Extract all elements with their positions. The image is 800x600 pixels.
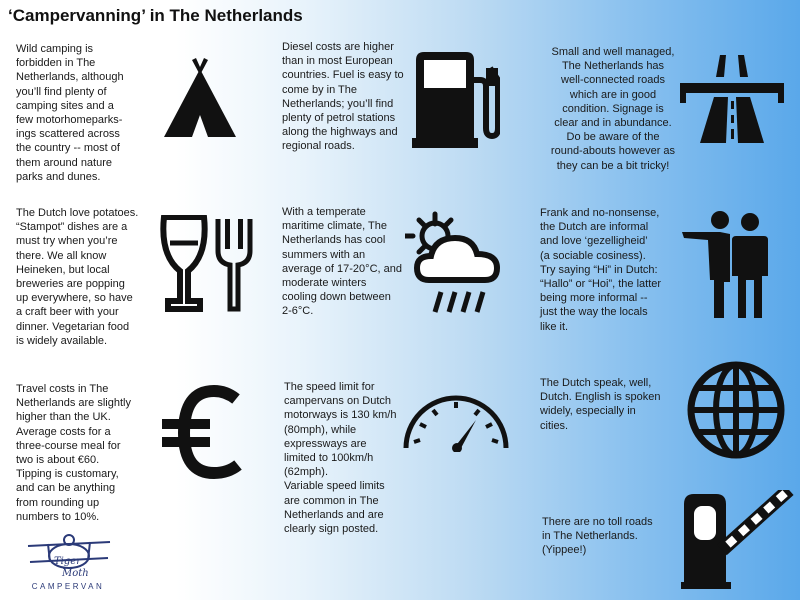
svg-text:Moth: Moth bbox=[62, 568, 89, 579]
motorway-icon bbox=[680, 55, 785, 145]
camping-text: Wild camping is forbidden in The Netherlands, although you’ll find plenty of camping sites and a few motorhomeparks- ings scattered across the country -- most of them around nature parks and dunes. bbox=[16, 43, 124, 183]
food-text: The Dutch love potatoes. “Stampot” dishes are a must try when you’re there. We all know Heineken, but local breweries are popping up everywhere, so have a craft beer with your dinner. Vegetarian food is widely available. bbox=[16, 207, 139, 347]
speedometer-icon bbox=[400, 392, 512, 452]
glass-fork-icon bbox=[160, 215, 260, 315]
toll-barrier-icon bbox=[680, 490, 795, 590]
language-text: The Dutch speak, well, Dutch. English is spoken widely, especially in cities. bbox=[540, 377, 661, 432]
tolls-text: There are no toll roads in The Netherlands. (Yippee!) bbox=[542, 516, 653, 557]
page-title: ‘Campervanning’ in The Netherlands bbox=[8, 6, 303, 25]
svg-text:Tiger: Tiger bbox=[54, 556, 81, 567]
logo-caption: CAMPERVAN bbox=[31, 582, 105, 591]
people-text: Frank and no-nonsense, the Dutch are informal and love ‘gezelligheid’ (a sociable cosiness). Try saying “Hi” in Dutch: “Hallo” or “Hoi”, the latter being more informal -- just the way the locals like it. bbox=[540, 207, 662, 333]
biplane-icon bbox=[24, 532, 114, 582]
costs-text: Travel costs in The Netherlands are slightly higher than the UK. Average costs for a three-course meal for two is about €60. Tipping is customary, and can be anything from rounding up numbers to 10%. bbox=[16, 383, 131, 523]
weather-icon bbox=[405, 210, 510, 320]
globe-icon bbox=[686, 360, 786, 460]
fuel-pump-icon bbox=[410, 50, 500, 150]
roads-text: Small and well managed, The Netherlands has well-connected roads which are in good condition. Signage is clear and in abundance. Do be aware of the round-abouts however as they can be a bit tricky! bbox=[550, 46, 676, 172]
tiger-moth-logo bbox=[14, 532, 124, 598]
tent-icon bbox=[160, 55, 240, 140]
people-pointing-icon bbox=[680, 210, 790, 320]
climate-text: With a temperate maritime climate, The Netherlands has cool summers with an average of 17-20°C, and moderate winters cooling down between 2-6°C. bbox=[282, 206, 402, 318]
euro-icon bbox=[158, 385, 248, 480]
diesel-text: Diesel costs are higher than in most European countries. Fuel is easy to come by in The Netherlands; you’ll find plenty of petrol stations along the highways and regional roads. bbox=[282, 41, 404, 153]
speed-text: The speed limit for campervans on Dutch motorways is 130 km/h (80mph), while expressways are limited to 100km/h (62mph). Variable speed limits are common in The Netherlands and are clearly sign posted. bbox=[284, 381, 397, 536]
